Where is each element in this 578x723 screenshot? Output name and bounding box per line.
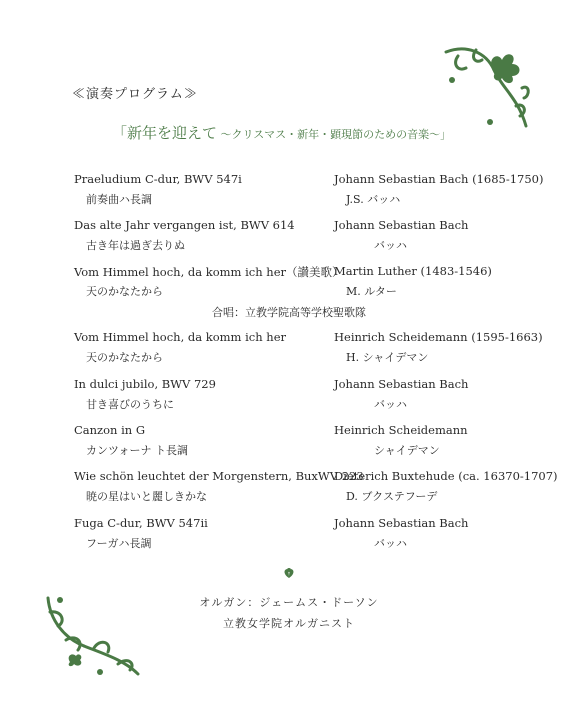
swirl-flourish-icon bbox=[40, 590, 144, 680]
piece-title-ja: 天のかなたから bbox=[86, 351, 163, 364]
composer-ja: バッハ bbox=[374, 239, 407, 252]
program-item bbox=[0, 516, 578, 556]
composer-ja: バッハ bbox=[374, 398, 407, 411]
composer: Johann Sebastian Bach bbox=[334, 516, 469, 530]
program-item bbox=[0, 264, 578, 304]
piece-title: Canzon in G bbox=[74, 423, 146, 437]
program-item bbox=[0, 172, 578, 212]
piece-title-ja: 暁の星はいと麗しきかな bbox=[86, 490, 207, 503]
program-item bbox=[0, 377, 578, 417]
fleur-de-lis-flourish-icon bbox=[440, 40, 532, 132]
piece-title-ja: 天のかなたから bbox=[86, 285, 163, 298]
subtitle-main: 「新年を迎えて bbox=[112, 124, 218, 142]
program-item bbox=[0, 423, 578, 463]
composer-ja: バッハ bbox=[374, 537, 407, 550]
piece-title: Das alte Jahr vergangen ist, BWV 614 bbox=[74, 218, 295, 232]
piece-title: Praeludium C-dur, BWV 547i bbox=[74, 172, 242, 186]
composer: Johann Sebastian Bach bbox=[334, 218, 469, 232]
composer-ja: M. ルター bbox=[346, 285, 397, 298]
piece-title: Wie schön leuchtet der Morgenstern, BuxWV 223 bbox=[74, 469, 364, 483]
composer: Heinrich Scheidemann bbox=[334, 423, 468, 437]
small-leaf-icon bbox=[282, 567, 296, 579]
piece-title: Fuga C-dur, BWV 547ii bbox=[74, 516, 208, 530]
program-item bbox=[0, 469, 578, 509]
composer-ja: シャイデマン bbox=[374, 444, 440, 457]
composer: Heinrich Scheidemann (1595-1663) bbox=[334, 330, 543, 344]
piece-title: In dulci jubilo, BWV 729 bbox=[74, 377, 216, 391]
composer-ja: H. シャイデマン bbox=[346, 351, 429, 364]
composer-ja: J.S. バッハ bbox=[346, 193, 401, 206]
piece-title-ja: 古き年は過ぎ去りぬ bbox=[86, 239, 185, 252]
composer: Martin Luther (1483-1546) bbox=[334, 264, 492, 278]
piece-title-ja: フーガハ長調 bbox=[86, 537, 152, 550]
piece-title-ja: 前奏曲ハ長調 bbox=[86, 193, 152, 206]
performer-organist: オルガン：ジェームス・ドーソン bbox=[199, 596, 379, 609]
piece-title-ja: カンツォーナ ト長調 bbox=[86, 444, 189, 457]
piece-title-ja: 甘き喜びのうちに bbox=[86, 398, 174, 411]
composer: Johann Sebastian Bach bbox=[334, 377, 469, 391]
program-item bbox=[0, 330, 578, 370]
composer: Johann Sebastian Bach (1685-1750) bbox=[334, 172, 544, 186]
program-item bbox=[0, 218, 578, 258]
program-subtitle bbox=[112, 122, 451, 143]
program-heading: ≪演奏プログラム≫ bbox=[72, 87, 198, 102]
composer-ja: D. ブクステフーデ bbox=[346, 490, 438, 503]
choir-note: 合唱：立教学院高等学校聖歌隊 bbox=[212, 306, 366, 319]
composer: Dieterich Buxtehude (ca. 16370-1707) bbox=[334, 469, 558, 483]
subtitle-sub: ～クリスマス・新年・顕現節のための音楽～」 bbox=[217, 128, 452, 141]
piece-title: Vom Himmel hoch, da komm ich her bbox=[74, 330, 286, 344]
piece-title: Vom Himmel hoch, da komm ich her（讃美歌） bbox=[74, 265, 344, 279]
performer-affiliation: 立教女学院オルガニスト bbox=[223, 617, 355, 630]
